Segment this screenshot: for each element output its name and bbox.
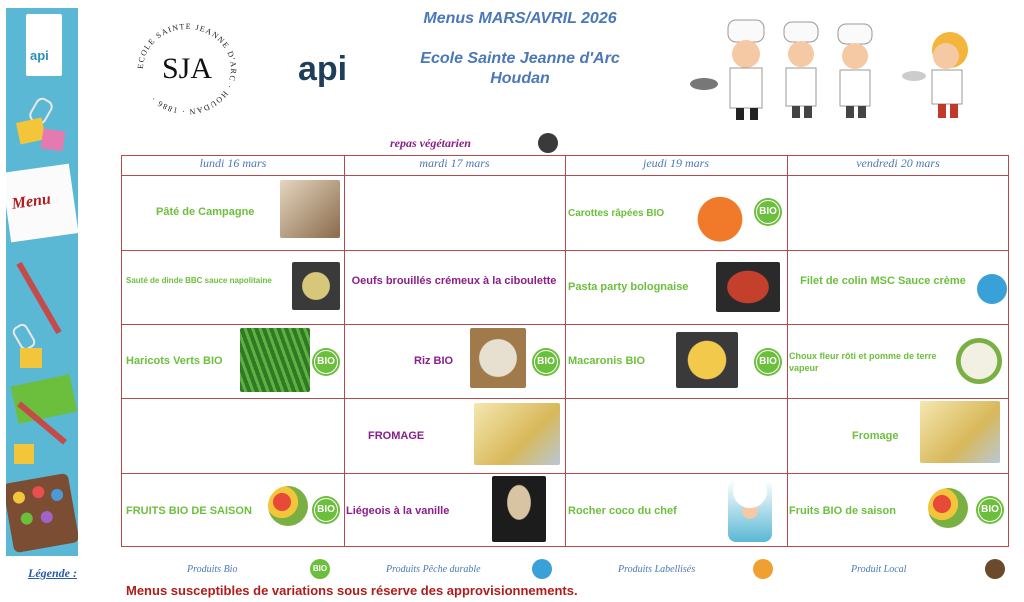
- menu-item: Fromage: [852, 430, 899, 442]
- fruits-image: [928, 488, 968, 528]
- stew-image: [292, 262, 340, 310]
- column-divider: [565, 156, 566, 546]
- vegetarian-label: repas végétarien: [390, 136, 471, 150]
- menu-title: Menus MARS/AVRIL 2026: [423, 10, 617, 27]
- menu-item: Liégeois à la vanille: [346, 505, 450, 517]
- legend-title: Légende :: [28, 566, 77, 580]
- sja-logo-text: SJA: [161, 52, 213, 85]
- sja-logo: [132, 22, 242, 116]
- bio-badge-icon: BIO: [312, 348, 340, 376]
- carrots-image: [688, 182, 752, 244]
- bio-badge-icon: BIO: [532, 348, 560, 376]
- menu-item: Pasta party bolognaise: [568, 281, 689, 293]
- row-divider: [122, 398, 1008, 399]
- footer-note: Menus susceptibles de variations sous réserve des approvisionnements.: [126, 583, 578, 598]
- menu-item: Macaronis BIO: [568, 355, 646, 367]
- pate-image: [280, 180, 340, 238]
- bio-badge-icon: BIO: [312, 496, 340, 524]
- menu-item: Riz BIO: [414, 355, 454, 367]
- cauliflower-image: [956, 338, 1002, 384]
- chef-figure: [838, 24, 872, 118]
- row-divider: [122, 250, 1008, 251]
- menu-paper-icon: Menu: [6, 164, 78, 243]
- bio-badge-icon: BIO: [310, 559, 330, 579]
- label-rosette-icon: [753, 559, 773, 579]
- cheese-image: [474, 403, 560, 465]
- menu-item: Filet de colin MSC Sauce crème: [800, 275, 966, 287]
- row-divider: [122, 473, 1008, 474]
- day-header: vendredi 20 mars: [787, 156, 1009, 176]
- rice-image: [470, 328, 526, 388]
- legend-item: Produit Local: [851, 564, 907, 575]
- bolognaise-image: [716, 262, 780, 312]
- bio-badge-icon: BIO: [754, 348, 782, 376]
- vegetarian-icon: [538, 133, 558, 153]
- chefs-illustration: [688, 14, 998, 122]
- sustainable-fishing-icon: [532, 559, 552, 579]
- cheese-image: [920, 401, 1000, 463]
- macaroni-image: [676, 332, 738, 388]
- menu-item: Sauté de dinde BBC sauce napolitaine: [126, 276, 272, 285]
- chef-figure: [784, 22, 818, 118]
- bio-badge-icon: BIO: [976, 496, 1004, 524]
- ruler-icon: [11, 374, 78, 424]
- chef-figure: [690, 20, 764, 120]
- strip-api-logo: api: [26, 14, 62, 76]
- menu-grid: [121, 155, 1009, 547]
- menu-item: Carottes râpées BIO: [568, 208, 665, 219]
- menu-item: Fruits BIO de saison: [789, 505, 896, 517]
- bio-badge-icon: BIO: [754, 198, 782, 226]
- local-product-icon: [985, 559, 1005, 579]
- chef-icon: [728, 480, 772, 542]
- menu-item: Pâté de Campagne: [156, 206, 255, 218]
- school-city: Houdan: [490, 70, 550, 87]
- menu-item: FROMAGE: [368, 430, 425, 442]
- msc-label-icon: [977, 274, 1007, 304]
- green-beans-image: [240, 328, 310, 392]
- day-header: jeudi 19 mars: [565, 156, 787, 176]
- api-logo: api: [298, 50, 348, 88]
- sja-ring-text: ECOLE SAINTE JEANNE D'ARC · HOUDAN · 1886 ·: [135, 22, 239, 116]
- menu-item: Haricots Verts BIO: [126, 355, 223, 367]
- menu-item: FRUITS BIO DE SAISON: [126, 505, 252, 517]
- column-divider: [787, 156, 788, 546]
- day-header: lundi 16 mars: [122, 156, 344, 176]
- fruits-image: [268, 486, 308, 526]
- column-divider: [344, 156, 345, 546]
- menu-item: Oeufs brouillés crémeux à la ciboulette: [351, 275, 557, 287]
- palette-icon: [6, 473, 78, 553]
- chef-figure: [902, 32, 968, 118]
- legend-item: Produits Bio: [187, 564, 238, 575]
- day-header: mardi 17 mars: [344, 156, 565, 176]
- decorative-strip: [6, 8, 78, 556]
- liegeois-image: [492, 476, 546, 542]
- menu-item: Choux fleur rôti et pomme de terre vapeur: [789, 351, 937, 373]
- sticker-icon: [41, 129, 66, 152]
- legend-item: Produits Pêche durable: [386, 564, 481, 575]
- menu-item: Rocher coco du chef: [568, 505, 677, 517]
- school-name: Ecole Sainte Jeanne d'Arc: [420, 50, 620, 67]
- sticker-icon: [14, 444, 34, 464]
- row-divider: [122, 324, 1008, 325]
- sticker-icon: [20, 348, 42, 368]
- legend-item: Produits Labellisés: [618, 564, 696, 575]
